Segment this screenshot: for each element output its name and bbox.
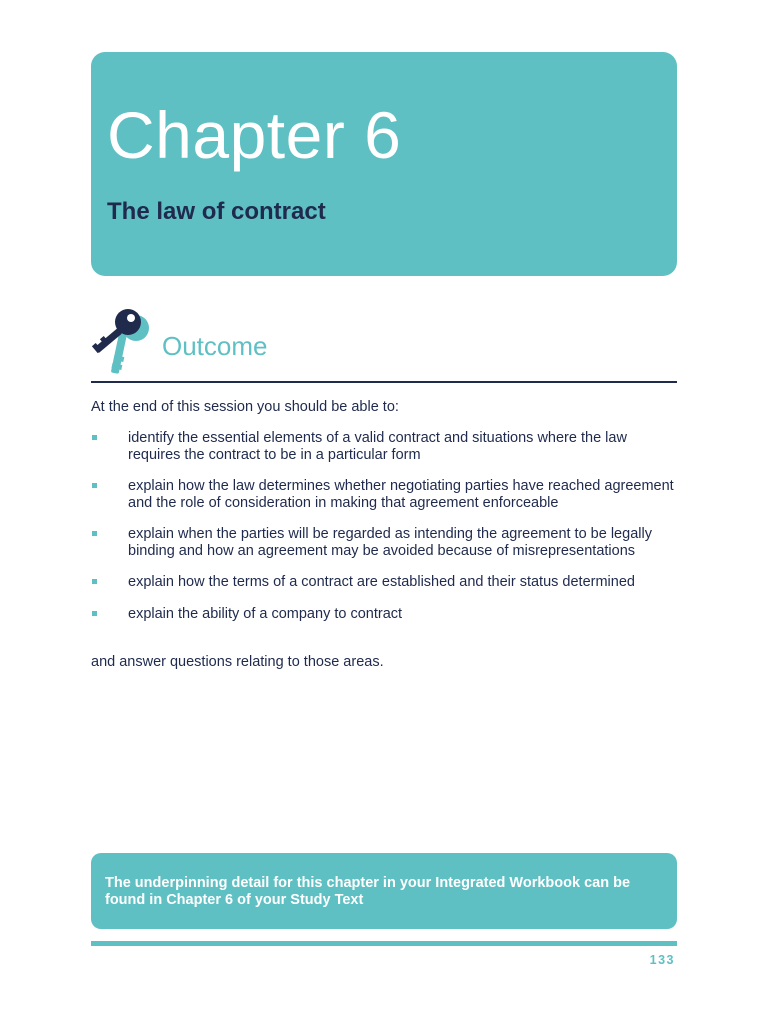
objectives-list: [91, 430, 677, 637]
study-text-note: [91, 853, 677, 929]
objective-text: explain how the law determines whether negotiating parties have reached agreement and the role of consideration in making that agreement enforceable: [128, 478, 674, 511]
outcome-heading: Outcome: [162, 331, 268, 361]
list-item: [91, 526, 677, 559]
page-number: 133: [649, 953, 675, 967]
chapter-header: [91, 52, 677, 276]
bullet-icon: [92, 611, 97, 616]
bullet-icon: [92, 435, 97, 440]
closing-text: and answer questions relating to those areas.: [91, 654, 384, 670]
bullet-icon: [92, 579, 97, 584]
list-item: [91, 478, 677, 511]
footer-divider: [91, 941, 677, 946]
objective-text: explain when the parties will be regarded as intending the agreement to be legally binding and how an agreement may be avoided because of misrepresentations: [128, 526, 652, 559]
key-icon: [90, 306, 152, 378]
objective-text: identify the essential elements of a valid contract and situations where the law requires the contract to be in a particular form: [128, 430, 627, 463]
bullet-icon: [92, 483, 97, 488]
bullet-icon: [92, 531, 97, 536]
outcome-divider: [91, 381, 677, 383]
chapter-title: Chapter 6: [107, 98, 402, 172]
objective-text: explain the ability of a company to contract: [128, 605, 403, 622]
objective-text: explain how the terms of a contract are established and their status determined: [128, 574, 635, 590]
study-text-note-text: The underpinning detail for this chapter in your Integrated Workbook can be found in Chapter 6 of your Study Text: [105, 875, 631, 908]
list-item: [91, 606, 677, 623]
intro-text: At the end of this session you should be able to:: [91, 399, 399, 415]
list-item: [91, 430, 677, 463]
list-item: [91, 574, 677, 591]
chapter-subtitle: The law of contract: [107, 198, 326, 225]
